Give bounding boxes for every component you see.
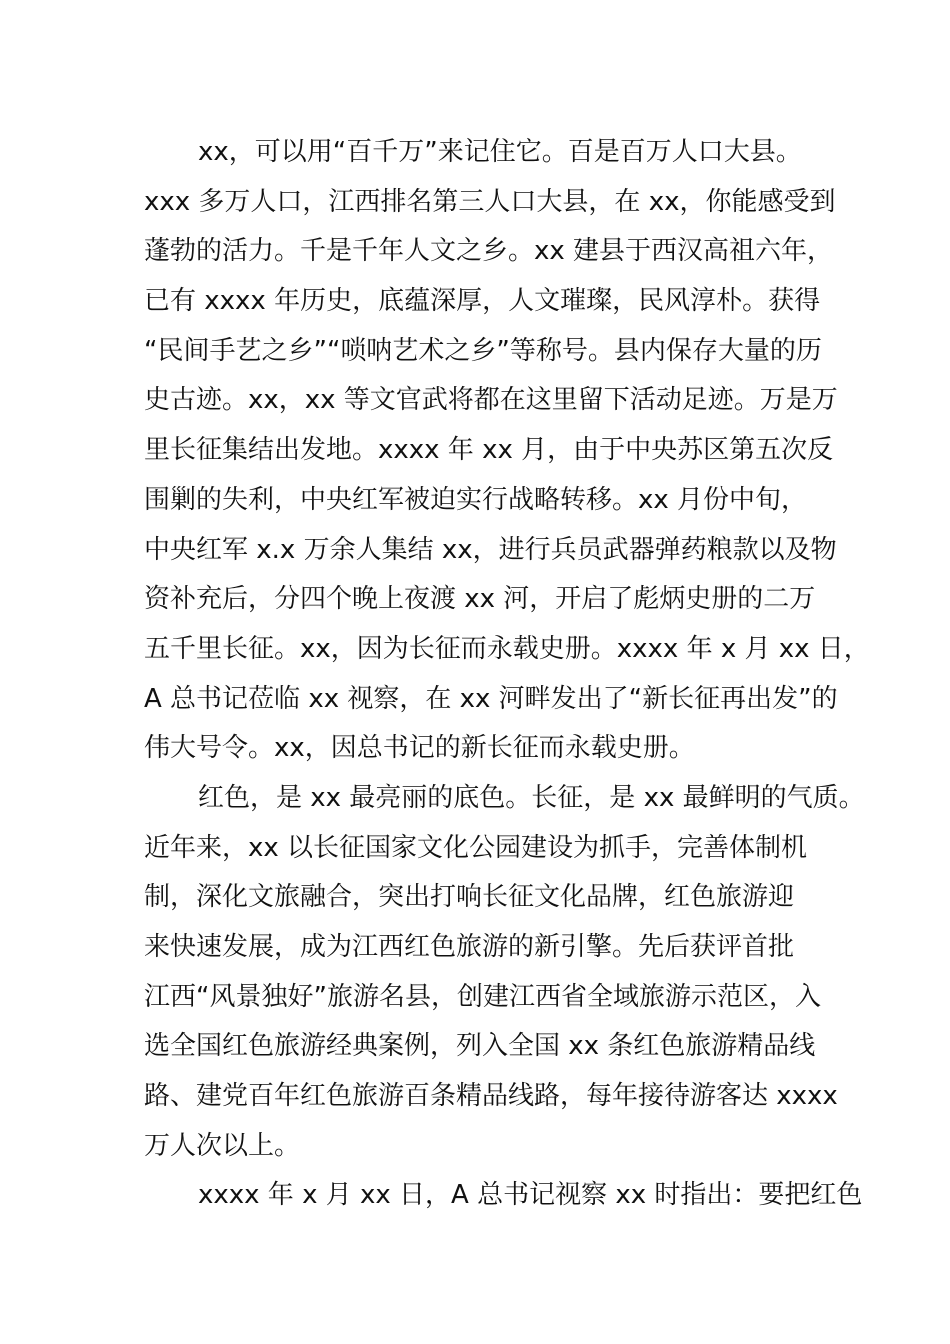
- paragraph-1-line-4: 已有 xxxx 年历史，底蕴深厚，人文璀璨，民风淳朴。获得: [144, 286, 821, 317]
- paragraph-1-line-13: 伟大号令。xx，因总书记的新长征而永载史册。: [144, 733, 695, 764]
- paragraph-2-line-4: 来快速发展，成为江西红色旅游的新引擎。先后获评首批: [144, 932, 795, 962]
- paragraph-2-line-1: 红色，是 xx 最亮丽的底色。长征，是 xx 最鲜明的气质。: [198, 782, 865, 813]
- paragraph-1-line-5: “民间手艺之乡”“唢呐艺术之乡”等称号。县内保存大量的历: [144, 335, 822, 366]
- paragraph-1-line-12: A 总书记莅临 xx 视察，在 xx 河畔发出了“新长征再出发”的: [144, 683, 838, 714]
- paragraph-1-line-8: 围剿的失利，中央红军被迫实行战略转移。xx 月份中旬，: [144, 484, 808, 515]
- paragraph-2-line-5: 江西“风景独好”旅游名县，创建江西省全域旅游示范区，入: [144, 981, 821, 1012]
- paragraph-3-line-1: xxxx 年 x 月 xx 日，A 总书记视察 xx 时指出：要把红色: [198, 1180, 863, 1211]
- paragraph-1-line-6: 史古迹。xx，xx 等文官武将都在这里留下活动足迹。万是万: [144, 385, 838, 416]
- paragraph-2-line-6: 选全国红色旅游经典案例，列入全国 xx 条红色旅游精品线: [144, 1031, 816, 1062]
- document-body: [144, 128, 870, 1221]
- paragraph-2-line-2: 近年来，xx 以长征国家文化公园建设为抓手，完善体制机: [144, 832, 808, 863]
- paragraph-1-line-7: 里长征集结出发地。xxxx 年 xx 月，由于中央苏区第五次反: [144, 435, 834, 466]
- paragraph-1-line-2: xxx 多万人口，江西排名第三人口大县，在 xx，你能感受到: [144, 186, 836, 217]
- paragraph-2-line-7: 路、建党百年红色旅游百条精品线路，每年接待游客达 xxxx: [144, 1081, 838, 1112]
- paragraph-2-line-3: 制，深化文旅融合，突出打响长征文化品牌，红色旅游迎: [144, 882, 795, 913]
- paragraph-1-line-11: 五千里长征。xx，因为长征而永载史册。xxxx 年 x 月 xx 日，: [144, 633, 870, 664]
- paragraph-1-line-9: 中央红军 x.x 万余人集结 xx，进行兵员武器弹药粮款以及物: [144, 534, 837, 565]
- paragraph-1-line-1: xx，可以用“百千万”来记住它。百是百万人口大县。: [198, 137, 802, 167]
- paragraph-1-line-10: 资补充后，分四个晚上夜渡 xx 河，开启了彪炳史册的二万: [144, 584, 816, 615]
- paragraph-2-line-8: 万人次以上。: [144, 1130, 301, 1161]
- paragraph-1-line-3: 蓬勃的活力。千是千年人文之乡。xx 建县于西汉高祖六年，: [144, 236, 834, 267]
